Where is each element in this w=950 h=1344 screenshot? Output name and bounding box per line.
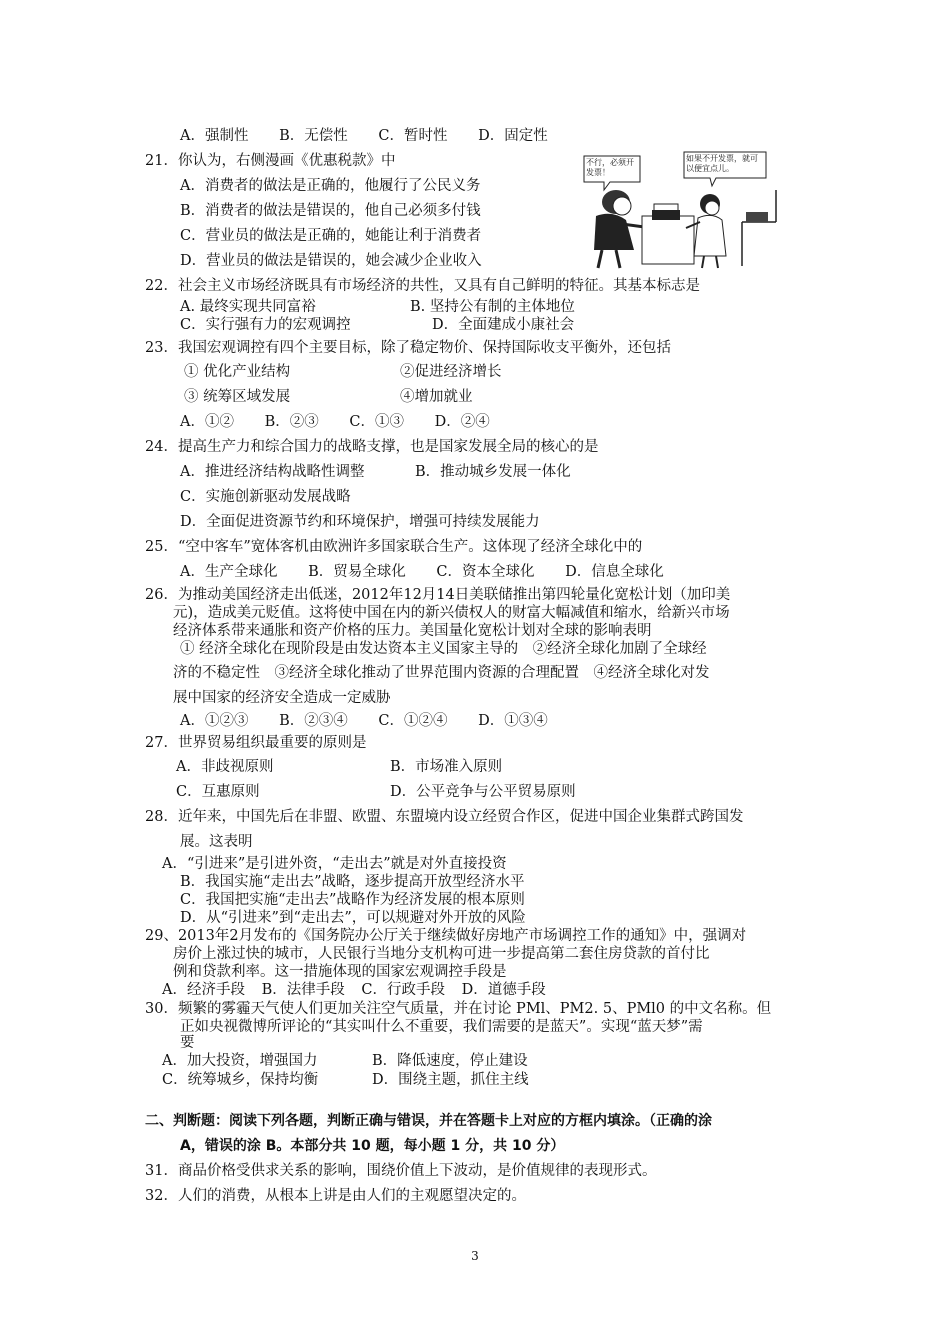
q24-stem: 24．提高生产力和综合国力的战略支撑，也是国家发展全局的核心的是 [145,439,599,455]
q23-option-b: B．②③ [264,414,319,430]
q29-line-2: 房价上涨过快的城市，人民银行当地分支机构可进一步提高第二套住房贷款的首付比 [173,946,710,962]
q20-option-b: B．无偿性 [279,128,348,144]
tax-cartoon-illustration [582,150,778,270]
q29-option-d: D．道德手段 [461,982,546,998]
q26-line-5: 济的不稳定性 ③经济全球化推动了世界范围内资源的合理配置 ④经济全球化对发 [173,665,710,681]
cartoon-bubble-left-text: 不行，必须开发票！ [586,158,634,177]
q26-option-d: D．①③④ [478,713,548,729]
q26-option-a: A．①②③ [180,713,249,729]
q28-option-d: D．从“引进来”到“走出去”，可以规避对外开放的风险 [180,910,526,926]
q23-options [180,413,516,431]
q27-stem: 27．世界贸易组织最重要的原则是 [145,735,367,751]
q22-option-b: B. 坚持公有制的主体地位 [410,299,575,315]
q26-line-4: ① 经济全球化在现阶段是由发达资本主义国家主导的 ②经济全球化加剧了全球经 [180,641,707,657]
q22-stem: 22．社会主义市场经济既具有市场经济的共性，又具有自己鲜明的特征。其基本标志是 [145,278,700,294]
q23-option-a: A．①② [180,414,234,430]
q27-option-b: B．市场准入原则 [390,759,503,775]
q26-options [180,712,574,730]
q25-options [180,563,690,581]
q32-statement: 32．人们的消费，从根本上讲是由人们的主观愿望决定的。 [145,1188,526,1204]
q29-option-a: A．经济手段 [162,982,245,998]
q25-option-c: C．资本全球化 [436,564,535,580]
q28-option-c: C．我国把实施“走出去”战略作为经济发展的根本原则 [180,892,525,908]
q24-option-a: A．推进经济结构战略性调整 [180,464,365,480]
q21-option-d: D．营业员的做法是错误的，她会减少企业收入 [180,253,482,269]
q23-option-c: C．①③ [349,414,404,430]
q31-statement: 31．商品价格受供求关系的影响，围绕价值上下波动，是价值规律的表现形式。 [145,1163,657,1179]
q30-option-c: C．统筹城乡，保持均衡 [162,1072,319,1088]
q21-option-b: B．消费者的做法是错误的，他自己必须多付钱 [180,203,481,219]
q28-option-a: A．“引进来”是引进外资，“走出去”就是对外直接投资 [162,856,507,872]
q27-option-c: C．互惠原则 [176,784,260,800]
q21-option-a: A．消费者的做法是正确的，他履行了公民义务 [180,178,481,194]
q20-option-a: A．强制性 [180,128,249,144]
q24-option-d: D．全面促进资源节约和环境保护，增强可持续发展能力 [180,514,540,530]
q25-option-b: B．贸易全球化 [308,564,406,580]
q25-option-a: A．生产全球化 [180,564,278,580]
q21-option-c: C．营业员的做法是正确的，她能让利于消费者 [180,228,482,244]
section2-heading-line-1: 二、判断题：阅读下列各题，判断正确与错误，并在答题卡上对应的方框内填涂。（正确的涂 [145,1113,712,1129]
q26-line-2: 元)，造成美元贬值。这将使中国在内的新兴债权人的财富大幅减值和缩水，给新兴市场 [173,605,730,621]
q23-option-d: D．②④ [434,414,490,430]
q27-option-d: D．公平竞争与公平贸易原则 [390,784,576,800]
q24-option-c: C．实施创新驱动发展战略 [180,489,351,505]
q23-item-3: ③ 统筹区域发展 [184,389,291,405]
q23-item-2: ②促进经济增长 [400,364,502,380]
q22-option-d: D．全面建成小康社会 [432,317,575,333]
q30-option-b: B．降低速度，停止建设 [372,1053,528,1069]
q23-item-1: ① 优化产业结构 [184,364,291,380]
q29-line-1: 29、2013年2月发布的《国务院办公厅关于继续做好房地产市场调控工作的通知》中，强调对 [145,928,747,944]
section2-heading-line-2: A，错误的涂 B。本部分共 10 题，每小题 1 分，共 10 分） [180,1138,565,1154]
q25-stem: 25．“空中客车”宽体客机由欧洲许多国家联合生产。这体现了经济全球化中的 [145,539,643,555]
q29-line-3: 例和贷款利率。这一措施体现的国家宏观调控手段是 [173,964,507,980]
q26-option-c: C．①②④ [378,713,448,729]
q29-option-b: B．法律手段 [261,982,345,998]
q23-stem: 23．我国宏观调控有四个主要目标，除了稳定物价、保持国际收支平衡外，还包括 [145,340,671,356]
q28-line-1: 28．近年来，中国先后在非盟、欧盟、东盟境内设立经贸合作区，促进中国企业集群式跨国发 [145,809,744,825]
q26-line-6: 展中国家的经济安全造成一定威胁 [173,690,391,706]
q30-line-2: 正如央视微博所评论的“其实叫什么不重要，我们需要的是蓝天”。实现“蓝天梦”需 [180,1019,703,1035]
cartoon-bubble-right-text: 如果不开发票，就可以便宜点儿。 [686,154,758,173]
q22-option-a: A. 最终实现共同富裕 [180,299,316,315]
q30-option-d: D．围绕主题，抓住主线 [372,1072,529,1088]
q22-option-c: C．实行强有力的宏观调控 [180,317,351,333]
q26-option-b: B．②③④ [279,713,348,729]
q20-options [180,127,574,145]
q20-option-d: D．固定性 [478,128,548,144]
q29-options [162,981,572,999]
q28-option-b: B．我国实施“走出去”战略，逐步提高开放型经济水平 [180,874,525,890]
q26-line-1: 26．为推动美国经济走出低迷，2012年12月14日美联储推出第四轮量化宽松计划（加印美 [145,587,731,603]
q23-item-4: ④增加就业 [400,389,473,405]
page-number: 3 [471,1249,479,1263]
q29-option-c: C．行政手段 [361,982,445,998]
q25-option-d: D．信息全球化 [565,564,664,580]
q30-line-3: 要 [180,1035,195,1051]
q30-line-1: 30．频繁的雾霾天气使人们更加关注空气质量，并在讨论 PMl、PM2. 5、PMl0 的中文名称。但 [145,1001,772,1017]
q27-option-a: A．非歧视原则 [176,759,274,775]
q21-stem: 21．你认为，右侧漫画《优惠税款》中 [145,153,396,169]
q30-option-a: A．加大投资，增强国力 [162,1053,318,1069]
q24-option-b: B．推动城乡发展一体化 [415,464,571,480]
q26-line-3: 经济体系带来通胀和资产价格的压力。美国量化宽松计划对全球的影响表明 [173,623,652,639]
q28-line-2: 展。这表明 [180,834,253,850]
q20-option-c: C．暂时性 [378,128,448,144]
